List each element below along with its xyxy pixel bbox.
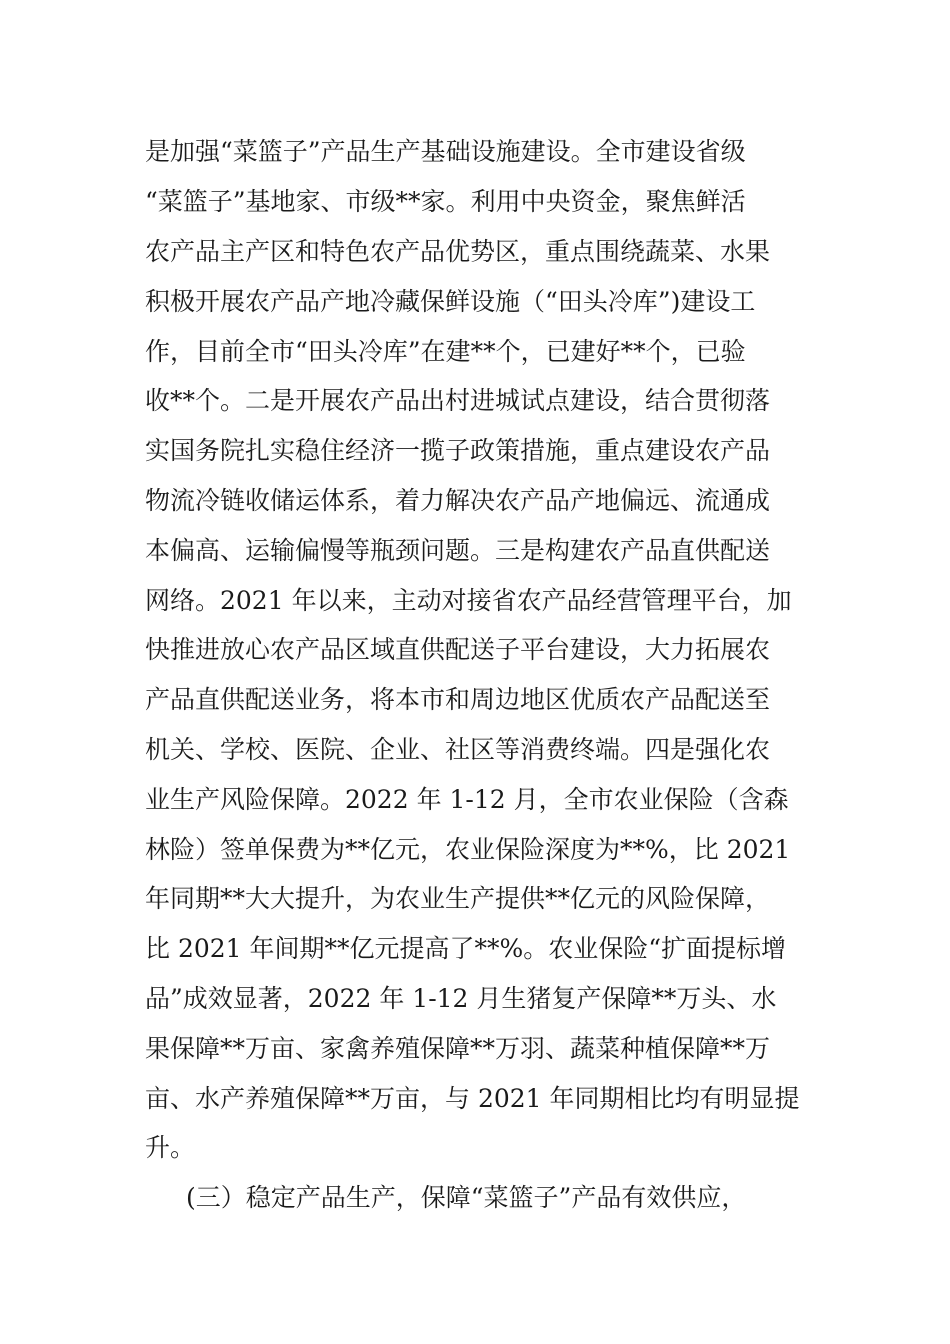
paragraph-line: “菜篮子”基地家、市级**家。利用中央资金，聚焦鲜活 [145,187,746,216]
paragraph-line: 作，目前全市“田头冷库”在建**个，已建好**个，已验 [145,337,746,366]
paragraph-line: 实国务院扎实稳住经济一揽子政策措施，重点建设农产品 [145,436,771,465]
paragraph-line: 机关、学校、医院、企业、社区等消费终端。四是强化农 [145,735,771,764]
paragraph-line: 是加强“菜篮子”产品生产基础设施建设。全市建设省级 [145,137,746,166]
paragraph-line: 收**个。二是开展农产品出村进城试点建设，结合贯彻落 [145,386,771,415]
paragraph-line: 产品直供配送业务，将本市和周边地区优质农产品配送至 [145,685,771,714]
paragraph-line: 比 2021 年间期**亿元提高了**%。农业保险“扩面提标增 [145,934,787,963]
paragraph-line: 本偏高、运输偏慢等瓶颈问题。三是构建农产品直供配送 [145,536,771,565]
paragraph-line: 积极开展农产品产地冷藏保鲜设施（“田头冷库”)建设工 [145,287,756,316]
paragraph-line: 网络。2021 年以来，主动对接省农产品经营管理平台，加 [145,586,792,615]
paragraph-line: 亩、水产养殖保障**万亩，与 2021 年同期相比均有明显提 [145,1084,800,1113]
paragraph-line: 林险）签单保费为**亿元，农业保险深度为**%，比 2021 [145,835,791,864]
paragraph-line: 品”成效显著，2022 年 1-12 月生猪复产保障**万头、水 [145,984,777,1013]
section-heading: (三）稳定产品生产，保障“菜篮子”产品有效供应， [186,1183,747,1212]
paragraph-line: 业生产风险保障。2022 年 1-12 月，全市农业保险（含森 [145,785,789,814]
paragraph-line: 果保障**万亩、家禽养殖保障**万羽、蔬菜种植保障**万 [145,1034,771,1063]
paragraph-line: 升。 [145,1133,196,1162]
paragraph-line: 物流冷链收储运体系，着力解决农产品产地偏远、流通成 [145,486,771,515]
paragraph-line: 年同期**大大提升，为农业生产提供**亿元的风险保障， [145,884,771,913]
paragraph-line: 快推进放心农产品区域直供配送子平台建设，大力拓展农 [145,635,771,664]
paragraph-line: 农产品主产区和特色农产品优势区，重点围绕蔬菜、水果 [145,237,771,266]
